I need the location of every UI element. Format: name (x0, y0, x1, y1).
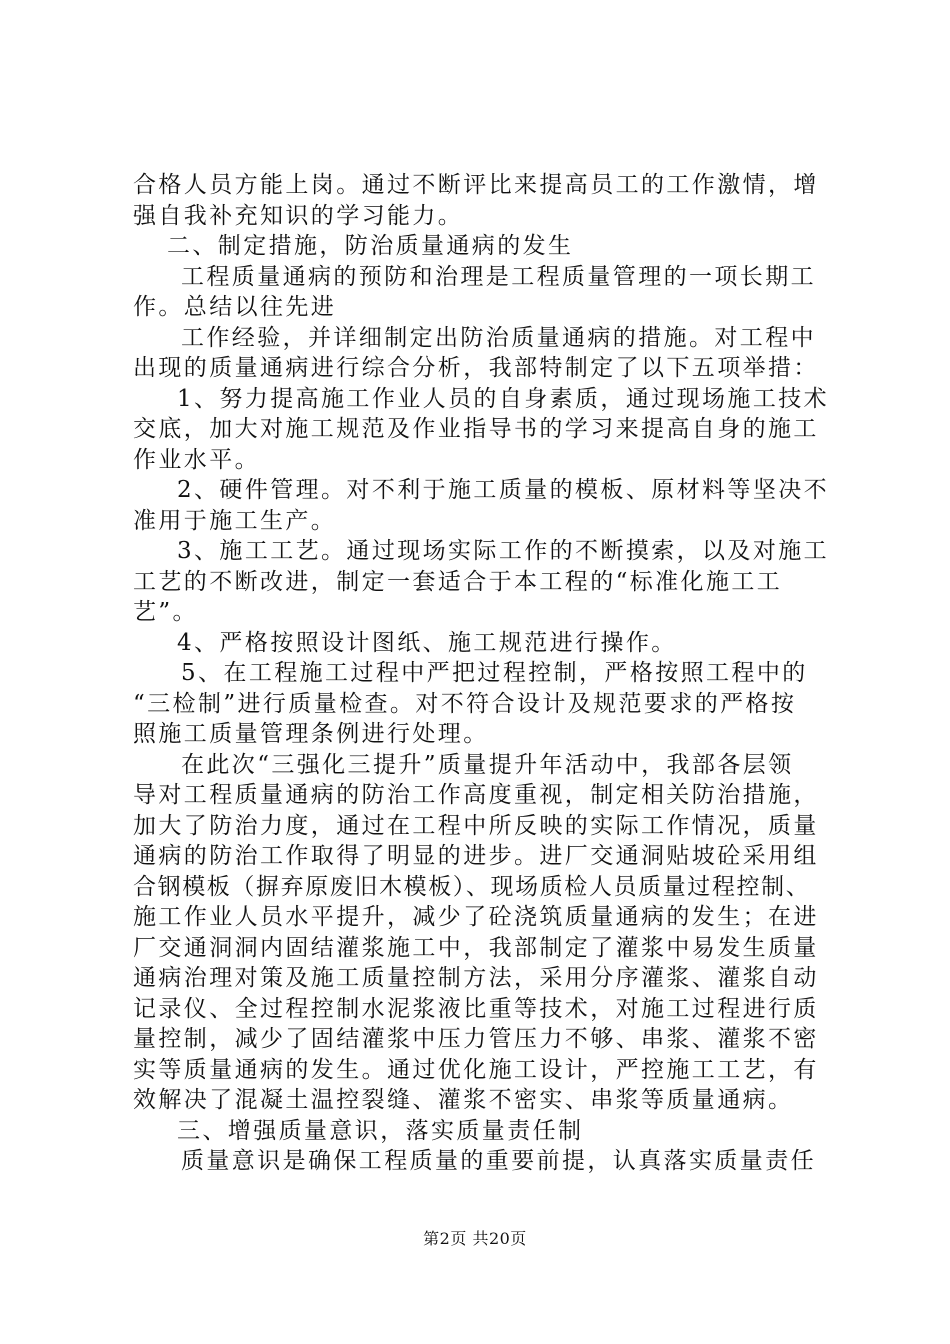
text-line: 4、严格按照设计图纸、施工规范进行操作。 (177, 629, 677, 656)
text-line: 艺”。 (133, 599, 198, 625)
text-line: 量控制，减少了固结灌浆中压力管压力不够、串浆、灌浆不密 (133, 1026, 819, 1052)
text-line: 工艺的不断改进，制定一套适合于本工程的“标准化施工工 (133, 568, 783, 595)
text-line: 质量意识是确保工程质量的重要前提，认真落实质量责任 (181, 1148, 816, 1174)
text-line: 记录仪、全过程控制水泥浆液比重等技术，对施工过程进行质 (133, 995, 819, 1022)
text-line: 效解决了混凝土温控裂缝、灌浆不密实、串浆等质量通病。 (133, 1087, 794, 1113)
text-line: 实等质量通病的发生。通过优化施工设计，严控施工工艺，有 (133, 1056, 819, 1083)
text-line: 加大了防治力度，通过在工程中所反映的实际工作情况，质量 (133, 812, 819, 839)
text-line: 作业水平。 (133, 446, 260, 473)
text-line: 2、硬件管理。对不利于施工质量的模板、原材料等坚决不 (177, 477, 830, 503)
text-line: 出现的质量通病进行综合分析，我部特制定了以下五项举措： (133, 355, 819, 381)
text-line: 二、制定措施，防治质量通病的发生 (167, 233, 574, 259)
text-line: 3、施工工艺。通过现场实际工作的不断摸索，以及对施工 (177, 538, 830, 564)
text-line: 施工作业人员水平提升，减少了砼浇筑质量通病的发生；在进 (133, 904, 819, 930)
document-body (133, 170, 833, 1177)
text-line: 作。总结以往先进 (133, 294, 337, 320)
text-line: 通病治理对策及施工质量控制方法，采用分序灌浆、灌浆自动 (133, 965, 819, 991)
text-line: 工程质量通病的预防和治理是工程质量管理的一项长期工 (181, 263, 816, 290)
text-line: “三检制”进行质量检查。对不符合设计及规范要求的严格按 (133, 690, 797, 717)
text-line: 工作经验，并详细制定出防治质量通病的措施。对工程中 (181, 324, 816, 351)
text-line: 照施工质量管理条例进行处理。 (133, 721, 489, 747)
page-footer: 第2页 共20页 (423, 1229, 527, 1248)
text-line: 通病的防治工作取得了明显的进步。进厂交通洞贴坡砼采用组 (133, 843, 819, 869)
text-line: 合钢模板（摒弃原废旧木模板）、现场质检人员质量过程控制、 (133, 873, 811, 900)
text-line: 合格人员方能上岗。通过不断评比来提高员工的工作激情，增 (133, 172, 819, 198)
text-line: 导对工程质量通病的防治工作高度重视，制定相关防治措施， (133, 782, 819, 808)
text-line: 交底，加大对施工规范及作业指导书的学习来提高自身的施工 (133, 416, 819, 442)
text-line: 厂交通洞洞内固结灌浆施工中，我部制定了灌浆中易发生质量 (133, 934, 819, 961)
text-line: 三、增强质量意识，落实质量责任制 (177, 1117, 584, 1144)
text-line: 5、在工程施工过程中严把过程控制，严格按照工程中的 (181, 660, 808, 686)
text-line: 在此次“三强化三提升”质量提升年活动中，我部各层领 (181, 751, 794, 778)
text-line: 准用于施工生产。 (133, 507, 337, 534)
text-line: 强自我补充知识的学习能力。 (133, 202, 464, 229)
text-line: 1、努力提高施工作业人员的自身素质，通过现场施工技术 (177, 385, 830, 412)
